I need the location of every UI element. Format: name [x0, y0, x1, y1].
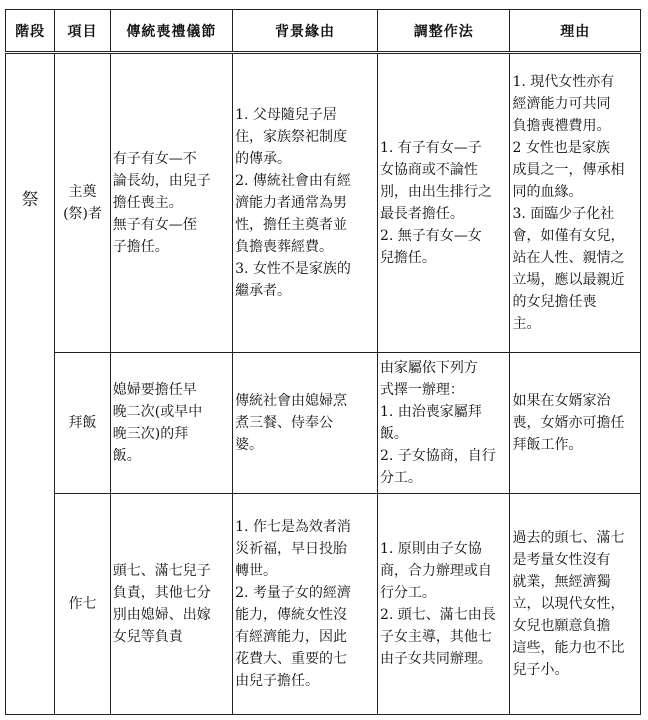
cell-line: 煮三餐、侍奉公 — [235, 415, 334, 431]
header-row — [6, 10, 641, 53]
background-cell — [233, 53, 378, 353]
cell-line: 晚二次(或早中 — [112, 404, 203, 420]
cell-line: 性，擔任主奠者並 — [235, 217, 348, 233]
adjustment-cell — [377, 353, 510, 494]
cell-line: 1. 原則由子女協 — [379, 541, 482, 557]
background-cell — [233, 494, 378, 715]
adjustment-cell — [377, 494, 510, 715]
cell-line: 3. 女性不是家族的 — [235, 261, 351, 277]
cell-line: 飯。 — [112, 448, 141, 464]
cell-line: 兒擔任。 — [379, 250, 436, 266]
cell-line: 負責，其他七分 — [112, 585, 211, 601]
cell-line: 1. 作七是為效者消 — [235, 519, 351, 535]
cell-line: 成員之一，傳承相 — [512, 162, 625, 178]
cell-line: 分工。 — [379, 470, 422, 486]
cell-line: 由子女共同辦理。 — [379, 651, 492, 667]
cell-line: 的女兒擔任喪 — [512, 294, 597, 310]
cell-line: 主奠 — [68, 184, 97, 200]
cell-line: 是考量女性沒有 — [512, 552, 611, 568]
cell-line: 2. 無子有女—女 — [379, 228, 482, 244]
cell-line: 負擔喪禮費用。 — [512, 118, 611, 134]
item-cell — [55, 494, 110, 715]
header-stage: 階段 — [6, 10, 55, 53]
cell-line: 2. 傳統社會由有經 — [235, 173, 351, 189]
header-adjustment: 調整作法 — [377, 10, 510, 53]
cell-line: 災祈福，早日投胎 — [235, 541, 348, 557]
cell-line: 如果在女婿家治 — [512, 393, 611, 409]
item-cell — [55, 353, 110, 494]
tradition-cell — [110, 353, 232, 494]
header-reason: 理由 — [510, 10, 641, 53]
cell-line: 住，家族祭祀制度 — [235, 129, 348, 145]
cell-line: 2. 考量子女的經濟 — [235, 585, 351, 601]
background-cell — [233, 353, 378, 494]
cell-line: 就業，無經濟獨 — [512, 574, 611, 590]
tradition-cell — [110, 53, 232, 353]
cell-line: 1. 由治喪家屬拜 — [379, 404, 482, 420]
cell-line: 會，如僅有女兒， — [512, 228, 625, 244]
cell-line: 由家屬依下列方 — [379, 360, 478, 376]
cell-line: 傳統社會由媳婦烹 — [235, 393, 348, 409]
cell-line: 女協商或不論性 — [379, 162, 478, 178]
table-row — [6, 353, 641, 494]
cell-line: 有子有女—不 — [112, 151, 197, 167]
header-item: 項目 — [55, 10, 110, 53]
cell-line: 濟能力者通常為男 — [235, 195, 348, 211]
header-background: 背景緣由 — [233, 10, 378, 53]
item-cell — [55, 53, 110, 353]
cell-line: 同的血緣。 — [512, 184, 583, 200]
cell-line: 過去的頭七、滿七 — [512, 530, 625, 546]
cell-line: 女兒也願意負擔 — [512, 618, 611, 634]
cell-line: 由兒子擔任。 — [235, 673, 320, 689]
cell-line: 擔任喪主。 — [112, 195, 183, 211]
cell-line: 1. 現代女性亦有 — [512, 74, 615, 90]
cell-line: 立，以現代女性， — [512, 596, 625, 612]
cell-line: 轉世。 — [235, 563, 278, 579]
cell-line: 拜飯工作。 — [512, 437, 583, 453]
cell-line: 經濟能力可共同 — [512, 96, 611, 112]
cell-line: 式擇一辦理： — [379, 382, 464, 398]
reason-cell — [510, 353, 641, 494]
cell-line: 2. 頭七、滿七由長 — [379, 607, 496, 623]
stage-cell: 祭 — [6, 53, 55, 715]
cell-line: 商，合力辦理或自 — [379, 563, 492, 579]
cell-line: 能力，傳統女性沒 — [235, 607, 348, 623]
cell-line: 別，由出生排行之 — [379, 184, 492, 200]
cell-line: 喪，女婿亦可擔任 — [512, 415, 625, 431]
cell-line: 立場，應以最親近 — [512, 272, 625, 288]
adjustment-cell — [377, 53, 510, 353]
reason-cell — [510, 494, 641, 715]
cell-line: 2. 子女協商，自行 — [379, 448, 496, 464]
cell-line: 主。 — [512, 316, 541, 332]
funeral-rites-table — [5, 9, 641, 715]
table-row — [6, 53, 641, 353]
cell-line: 行分工。 — [379, 585, 436, 601]
cell-line: 子女主導，其他七 — [379, 629, 492, 645]
cell-line: 子擔任。 — [112, 239, 169, 255]
cell-line: (祭)者 — [63, 206, 103, 222]
cell-line: 別由媳婦、出嫁 — [112, 607, 211, 623]
cell-line: 飯。 — [379, 426, 408, 442]
cell-line: 有經濟能力，因此 — [235, 629, 348, 645]
cell-line: 負擔喪葬經費。 — [235, 239, 334, 255]
cell-line: 作七 — [68, 596, 97, 612]
cell-line: 1. 有子有女—子 — [379, 140, 482, 156]
cell-line: 無子有女—侄 — [112, 217, 197, 233]
cell-line: 女兒等負責 — [112, 629, 183, 645]
cell-line: 婆。 — [235, 437, 264, 453]
tradition-cell — [110, 494, 232, 715]
cell-line: 頭七、滿七兒子 — [112, 563, 211, 579]
cell-line: 3. 面臨少子化社 — [512, 206, 615, 222]
cell-line: 1. 父母隨兒子居 — [235, 107, 337, 123]
cell-line: 媳婦要擔任早 — [112, 382, 197, 398]
table-row — [6, 494, 641, 715]
cell-line: 這些，能力也不比 — [512, 640, 625, 656]
cell-line: 論長幼，由兒子 — [112, 173, 211, 189]
cell-line: 花費大、重要的七 — [235, 651, 348, 667]
cell-line: 2 女性也是家族 — [512, 140, 610, 156]
reason-cell — [510, 53, 641, 353]
cell-line: 站在人性、親情之 — [512, 250, 625, 266]
cell-line: 晚三次)的拜 — [112, 426, 189, 442]
cell-line: 最長者擔任。 — [379, 206, 464, 222]
header-tradition: 傳統喪禮儀節 — [110, 10, 232, 53]
cell-line: 的傳承。 — [235, 151, 292, 167]
cell-line: 拜飯 — [68, 415, 97, 431]
cell-line: 兒子小。 — [512, 662, 569, 678]
cell-line: 繼承者。 — [235, 283, 292, 299]
